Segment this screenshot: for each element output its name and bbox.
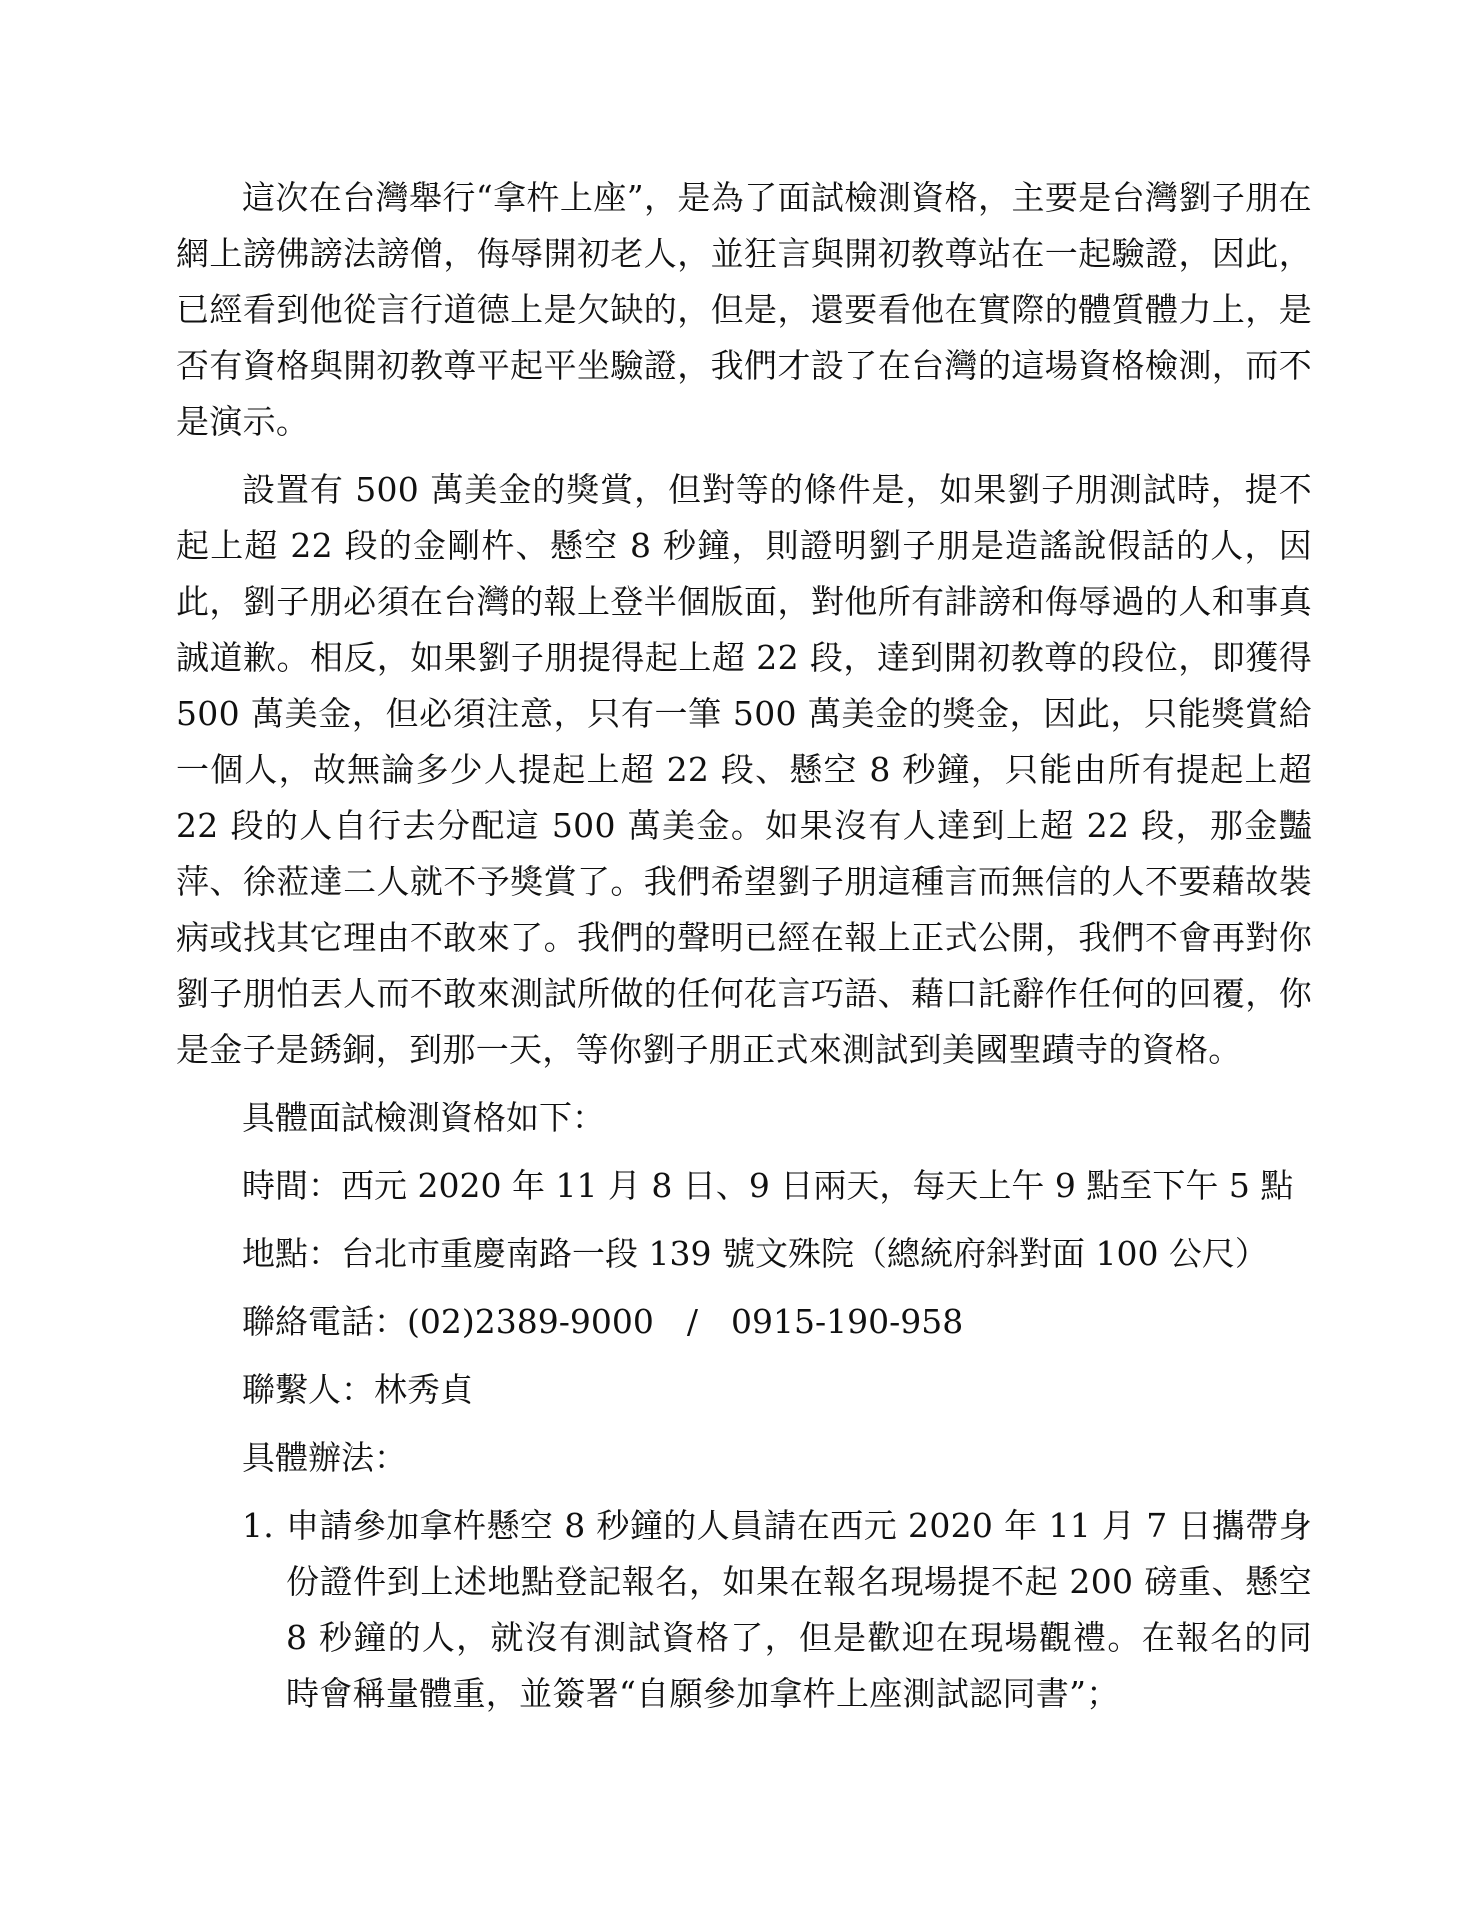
method-list — [176, 1498, 1312, 1722]
method-heading: 具體辦法： — [242, 1438, 407, 1477]
contact-phone: 聯絡電話：(02)2389-9000 / 0915-190-958 — [242, 1302, 964, 1341]
event-location: 地點：台北市重慶南路一段 139 號文殊院（總統府斜對面 100 公尺） — [242, 1234, 1268, 1273]
event-time: 時間：西元 2020 年 11 月 8 日、9 日兩天，每天上午 9 點至下午 5 點 — [242, 1166, 1294, 1205]
paragraph-purpose: 這次在台灣舉行“拿杵上座”，是為了面試檢測資格，主要是台灣劉子朋在網上謗佛謗法謗僧，侮辱開初老人，並狂言與開初教尊站在一起驗證，因此，已經看到他從言行道德上是欠缺的，但是，還要看他在實際的體質體力上，是否有資格與開初教尊平起平坐驗證，我們才設了在台灣的這場資格檢測，而不是演示。 — [176, 178, 1312, 441]
paragraph-reward-terms: 設置有 500 萬美金的獎賞，但對等的條件是，如果劉子朋測試時，提不起上超 22 段的金剛杵、懸空 8 秒鐘，則證明劉子朋是造謠說假話的人，因此，劉子朋必須在台灣的報上登半個版面，對他所有誹謗和侮辱過的人和事真誠道歉。相反，如果劉子朋提得起上超 22 段，達到開初教尊的段位，即獲得 500 萬美金，但必須注意，只有一筆 500 萬美金的獎金，因此，只能獎賞給一個人，故無論多少人提起上超 22 段、懸空 8 秒鐘，只能由所有提起上超 22 段的人自行去分配這 500 萬美金。如果沒有人達到上超 22 段，那金豔萍、徐蒞達二人就不予獎賞了。我們希望劉子朋這種言而無信的人不要藉故裝病或找其它理由不敢來了。我們的聲明已經在報上正式公開，我們不會再對你劉子朋怕丟人而不敢來測試所做的任何花言巧語、藉口託辭作任何的回覆，你是金子是銹銅，到那一天，等你劉子朋正式來測試到美國聖蹟寺的資格。 — [176, 470, 1312, 1069]
contact-person: 聯繫人：林秀貞 — [242, 1370, 473, 1409]
list-item-text: 申請參加拿杵懸空 8 秒鐘的人員請在西元 2020 年 11 月 7 日攜帶身份證件到上述地點登記報名，如果在報名現場提不起 200 磅重、懸空 8 秒鐘的人，就沒有測試資格了，但是歡迎在現場觀禮。在報名的同時會稱量體重，並簽署“自願參加拿杵上座測試認同書”； — [286, 1506, 1312, 1713]
document-body — [176, 170, 1312, 1722]
list-item — [176, 1498, 1312, 1722]
details-heading: 具體面試檢測資格如下： — [242, 1098, 605, 1137]
list-item-number: 1. — [242, 1506, 275, 1545]
